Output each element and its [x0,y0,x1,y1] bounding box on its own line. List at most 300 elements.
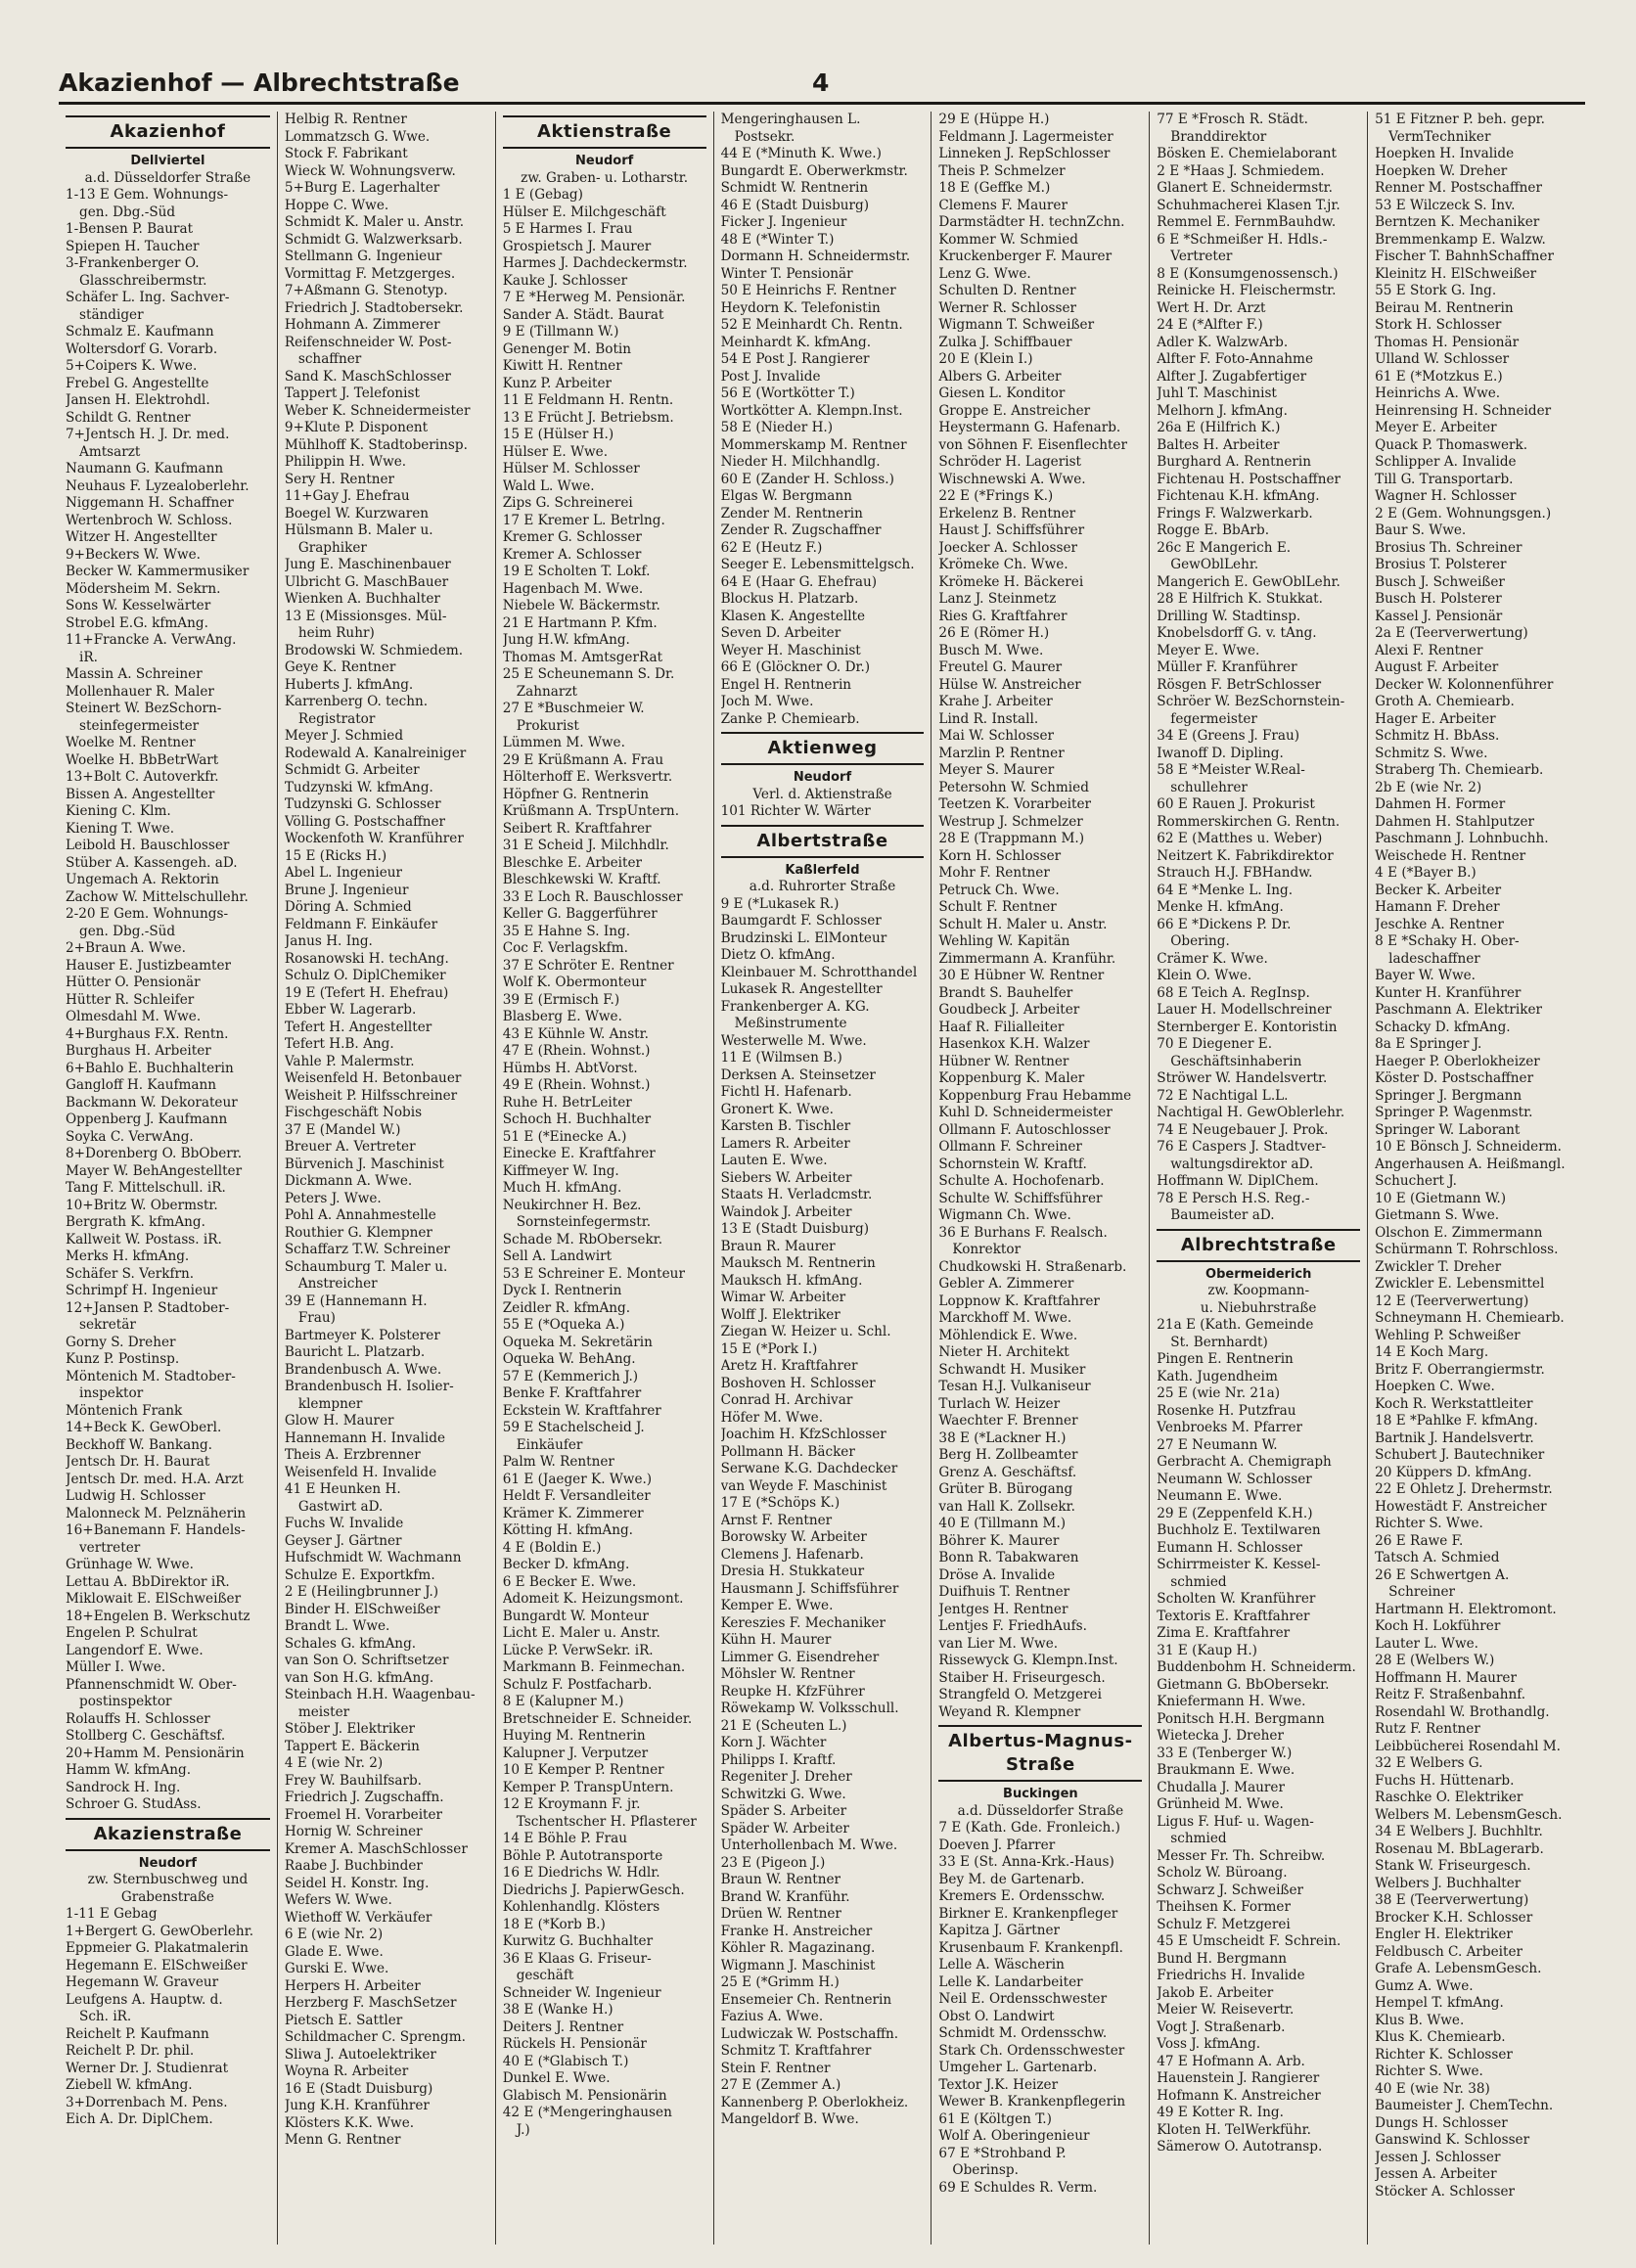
directory-entry: Binder H. ElSchweißer [284,1601,440,1617]
directory-entry: Hoppe C. Wwe. [284,197,389,213]
directory-entry: 25 E Scheunemann S. Dr. [502,666,675,682]
directory-entry: Schürmann T. Rohrschloss. [1375,1242,1559,1257]
directory-entry: 15 E (*Pork I.) [720,1340,818,1357]
directory-entry: Neumann E. Wwe. [1157,1488,1283,1504]
directory-entry: 9+Klute P. Disponent [284,420,429,435]
directory-entry: Haeger P. Oberlokheizer [1375,1053,1540,1069]
directory-entry: Wagner H. Schlosser [1375,488,1517,504]
directory-entry: 19 E Scholten T. Lokf. [502,564,651,579]
directory-entry: Dresia H. Stukkateur [720,1564,865,1579]
entry-continuation: sekretär [79,1317,136,1333]
directory-entry: Möhlendick E. Wwe. [938,1327,1078,1343]
directory-entry: Köster D. Postschaffner [1375,1070,1534,1086]
directory-entry: 7 E (Kath. Gde. Fronleich.) [938,1820,1120,1836]
directory-entry: Schulte W. Schiffsführer [938,1190,1103,1206]
directory-entry: Kapitza J. Gärtner [938,1923,1061,1938]
entry-continuation: GewOblLehr. [1170,557,1259,572]
directory-entry: 11 E Feldmann H. Rentn. [502,392,674,408]
directory-entry: 66 E *Dickens P. Dr. [1157,916,1292,932]
directory-entry: 21a E (Kath. Gemeinde [1157,1317,1314,1333]
directory-entry: 26a E (Hilfrich K.) [1157,420,1281,435]
directory-entry: 9 E (Tillmann W.) [502,324,619,340]
entry-continuation: schmied [1170,1831,1227,1846]
directory-entry: Stüber A. Kassengeh. aD. [66,854,238,871]
directory-entry: Becker D. kfmAng. [502,1557,630,1572]
directory-entry: Boshoven H. Schlosser [720,1375,876,1391]
directory-entry: Teetzen K. Vorarbeiter [938,796,1092,812]
directory-entry: Malonneck M. Pelznäherin [66,1505,247,1521]
directory-entry: Sander A. Städt. Baurat [502,306,664,323]
directory-entry: Groth A. Chemiearb. [1375,694,1515,709]
directory-entry: Möhsler W. Rentner [720,1666,855,1682]
directory-entry: Schmitz T. Kraftfahrer [720,2043,872,2059]
directory-entry: Oppenberg J. Kaufmann [66,1111,228,1127]
directory-entry: Alfter F. Foto-Annahme [1157,351,1313,367]
directory-entry: Mauksch H. kfmAng. [720,1272,863,1289]
directory-entry: Bauricht L. Platzarb. [284,1344,426,1360]
directory-entry: 1-11 E Gebag [66,1906,158,1922]
directory-entry: Philippin H. Wwe. [284,454,407,470]
directory-entry: Reinicke H. Fleischermstr. [1157,283,1337,298]
directory-entry: Schrimpf H. Ingenieur [66,1283,218,1298]
directory-entry: Menn G. Rentner [284,2132,401,2148]
directory-entry: Zender R. Zugschaffner [720,522,882,538]
directory-entry: Fichtl H. Hafenarb. [720,1084,852,1100]
directory-entry: Tappert J. Telefonist [284,386,420,401]
directory-entry: Bretschneider E. Schneider. [502,1710,693,1727]
directory-entry: Bartmeyer K. Polsterer [284,1327,440,1343]
entry-continuation: Vertreter [1170,249,1233,264]
directory-entry: 64 E *Menke L. Ing. [1157,882,1294,898]
directory-entry: Kühn H. Maurer [720,1632,832,1648]
directory-entry: 3+Dorrenbach M. Pens. [66,2094,228,2110]
directory-entry: Hülser E. Milchgeschäft [502,204,666,220]
directory-entry: Braun R. Maurer [720,1238,836,1254]
directory-entry: Hütter R. Schleifer [66,991,195,1008]
directory-entry: 18 E (Geffke M.) [938,180,1051,196]
directory-entry: 69 E Schuldes R. Verm. [938,2179,1098,2196]
directory-entry: Obst O. Landwirt [938,2008,1055,2024]
directory-entry: Fichtenau H. Postschaffner [1157,471,1341,487]
directory-entry: Miklowait E. ElSchweißer [66,1591,242,1607]
entry-continuation: gen. Dbg.-Süd [79,204,176,220]
directory-entry: Winter T. Pensionär [720,265,853,282]
directory-entry: Hütter O. Pensionär [66,975,201,990]
directory-entry: 1-13 E Gem. Wohnungs- [66,187,229,203]
directory-entry: Peters J. Wwe. [284,1190,382,1206]
directory-entry: Scholten W. Kranführer [1157,1591,1316,1607]
directory-entry: 101 Richter W. Wärter [720,803,871,819]
directory-entry: 7+Aßmann G. Stenotyp. [284,283,448,298]
directory-entry: Wigmann J. Maschinist [720,1957,876,1973]
entry-continuation: Registrator [297,710,376,727]
directory-entry: Fischer T. BahnhSchaffner [1375,249,1554,264]
directory-entry: 18 E *Pahlke F. kfmAng. [1375,1413,1538,1429]
directory-entry: Ströwer W. Handelsvertr. [1157,1070,1328,1086]
directory-entry: 60 E Rauen J. Prokurist [1157,796,1315,812]
directory-entry: Klasen K. Angestellte [720,608,866,624]
directory-entry: Frebel G. Angestellte [66,375,209,391]
directory-entry: Springer J. Bergmann [1375,1087,1522,1104]
directory-entry: Klus B. Wwe. [1375,2012,1465,2028]
directory-entry: 47 E (Rhein. Wohnst.) [502,1043,651,1059]
directory-entry: Ollmann F. Autoschlosser [938,1121,1111,1138]
directory-entry: Grünheid M. Wwe. [1157,1796,1284,1812]
directory-entry: 21 E (Scheuten L.) [720,1717,847,1734]
directory-entry: Till G. Transportarb. [1375,471,1514,487]
page-header-title: Akazienhof — Albrechtstraße [59,68,460,97]
directory-entry: Mühlhoff K. Stadtoberinsp. [284,436,468,453]
directory-entry: Gerbracht A. Chemigraph [1157,1454,1332,1470]
directory-entry: 8a E Springer J. [1375,1036,1482,1052]
directory-entry: Höpfner G. Rentnerin [502,786,650,802]
directory-entry: 51 E Fitzner P. beh. gepr. [1375,112,1545,127]
directory-entry: Linneken J. RepSchlosser [938,146,1111,161]
directory-entry: Möntenich M. Stadtober- [66,1368,236,1384]
directory-entry: Schmidt M. Ordensschw. [938,2025,1108,2041]
entry-continuation: klempner [297,1395,363,1412]
directory-entry: Alfter J. Zugabfertiger [1157,368,1307,385]
directory-entry: Brandenbusch A. Wwe. [284,1361,442,1378]
directory-entry: Kloten H. TelWerkführ. [1157,2121,1311,2138]
directory-entry: Welbers M. LebensmGesch. [1375,1806,1563,1823]
directory-entry: Pietsch E. Sattler [284,2012,403,2028]
directory-entry: Kassel J. Pensionär [1375,608,1503,624]
directory-entry: Springer W. Laborant [1375,1121,1521,1138]
directory-entry: Kannenberg P. Oberlokheiz. [720,2094,909,2110]
directory-entry: Raabe J. Buchbinder [284,1858,423,1874]
directory-entry: Waechter F. Brenner [938,1413,1078,1429]
directory-entry: 76 E Caspers J. Stadtver- [1157,1139,1327,1155]
directory-entry: Textor J.K. Heizer [938,2076,1059,2093]
directory-entry: Regeniter J. Dreher [720,1769,852,1785]
directory-entry: Ludwiczak W. Postschaffn. [720,2025,899,2042]
directory-entry: Glow H. Maurer [284,1413,394,1429]
directory-entry: Späder W. Arbeiter [720,1820,849,1837]
directory-entry: Seeger E. Lebensmittelgsch. [720,557,915,572]
directory-entry: Schulz F. Postfacharb. [502,1676,653,1693]
directory-entry: Völling G. Postschaffner [284,813,446,830]
directory-entry: 49 E (Rhein. Wohnst.) [502,1077,651,1093]
directory-entry: Mollenhauer R. Maler [66,683,214,700]
directory-entry: Reichelt P. Kaufmann [66,2025,209,2042]
directory-entry: Baumgardt F. Schlosser [720,913,882,929]
directory-entry: Hornig W. Schreiner [284,1824,423,1839]
directory-entry: Mommerskamp M. Rentner [720,436,907,453]
directory-entry: Pingen E. Rentnerin [1157,1351,1294,1367]
directory-entry: Schulz F. Metzgerei [1157,1916,1291,1932]
directory-entry: Niebele W. Bäckermstr. [502,598,660,613]
directory-entry: 37 E (Mandel W.) [284,1121,401,1138]
directory-entry: Derksen A. Steinsetzer [720,1066,876,1083]
directory-entry: Loppnow K. Kraftfahrer [938,1293,1100,1309]
directory-entry: Remmel E. FernmBauhdw. [1157,214,1337,230]
directory-entry: 6 E *Schmeißer H. Hdls.- [1157,231,1328,248]
directory-entry: Krömeke H. Bäckerei [938,573,1084,590]
directory-entry: 59 E Stachelscheid J. [502,1420,645,1435]
entry-continuation: ständiger [79,306,144,323]
directory-entry: Geyser J. Gärtner [284,1532,402,1549]
entry-continuation: schaffner [297,351,362,367]
directory-entry: Meier W. Reisevertr. [1157,2002,1295,2018]
directory-entry: 43 E Kühnle W. Anstr. [502,1025,649,1042]
directory-entry: Jansen H. Elektrohdl. [66,392,210,408]
directory-entry: Wehling P. Schweißer [1375,1327,1521,1343]
directory-entry: Vormittag F. Metzgerges. [284,265,456,282]
directory-column [713,112,932,2245]
entry-continuation: Meßinstrumente [734,1016,847,1031]
directory-entry: Limmer G. Eisendreher [720,1649,880,1665]
directory-entry: Reitz F. Straßenbahnf. [1375,1687,1526,1702]
district-label: Neudorf [138,1855,198,1871]
directory-entry: 13+Bolt C. Autoverkfr. [66,769,219,785]
directory-entry: Schornstein W. Kraftf. [938,1156,1087,1172]
directory-entry: Dahmen H. Stahlputzer [1375,813,1535,830]
directory-entry: Koppenburg Frau Hebamme [938,1087,1132,1104]
directory-entry: Krömeke Ch. Wwe. [938,557,1068,572]
directory-entry: Wigmann T. Schweißer [938,317,1095,333]
directory-entry: Wolff J. Elektriker [720,1306,841,1323]
directory-entry: Nachtigal H. GewOblerlehr. [1157,1105,1345,1120]
directory-entry: Paschmann J. Lohnbuchh. [1375,831,1549,846]
directory-entry: Birkner E. Krankenpfleger [938,1905,1118,1922]
directory-entry: 16+Banemann F. Handels- [66,1522,246,1538]
directory-column [277,112,495,2245]
directory-entry: Joch M. Wwe. [720,694,814,709]
directory-entry: Voss J. kfmAng. [1157,2036,1261,2052]
directory-entry: Langendorf E. Wwe. [66,1642,204,1658]
directory-entry: Lücke P. VerwSekr. iR. [502,1642,654,1658]
directory-entry: Stöcker A. Schlosser [1375,2183,1515,2200]
directory-entry: 23 E (Pigeon J.) [720,1854,826,1871]
directory-entry: 8 E *Schaky H. Ober- [1375,933,1520,949]
directory-entry: 26c E Mangerich E. [1157,539,1292,556]
directory-entry: 4 E (*Bayer B.) [1375,865,1477,881]
location-note: a.d. Düsseldorfer Straße [957,1802,1124,1819]
directory-entry: Richter K. Schlosser [1375,2046,1513,2063]
directory-entry: Heinrichs A. Wwe. [1375,386,1501,401]
directory-entry: 74 E Neugebauer J. Prok. [1157,1121,1329,1138]
directory-entry: Frankenberger A. KG. [720,998,870,1015]
directory-column [495,112,713,2245]
directory-entry: 61 E (*Motzkus E.) [1375,368,1503,385]
directory-entry: Weisheit P. Hilfsschreiner [284,1087,458,1104]
directory-entry: Mayer W. BehAngestellter [66,1162,243,1179]
directory-entry: Koch H. Lokführer [1375,1618,1501,1634]
directory-entry: Strangfeld O. Metzgerei [938,1687,1102,1702]
directory-entry: Krüßmann A. TrspUntern. [502,803,680,819]
entry-continuation: Amtsarzt [79,443,141,460]
directory-entry: Scholz W. Büroang. [1157,1865,1288,1881]
directory-entry: Dungs H. Schlosser [1375,2114,1508,2131]
location-note: zw. Graben- u. Lotharstr. [521,169,689,186]
directory-entry: 38 E (Wanke H.) [502,2002,614,2018]
directory-entry: Massin A. Schreiner [66,666,203,682]
directory-entry: Stollberg C. Geschäftsf. [66,1728,226,1744]
directory-entry: Dickmann A. Wwe. [284,1173,413,1189]
directory-entry: Thomas M. AmtsgerRat [502,649,663,665]
directory-entry: Tatsch A. Schmied [1375,1550,1500,1565]
directory-entry: Marckhoff M. Wwe. [938,1310,1072,1326]
directory-entry: 2b E (wie Nr. 2) [1375,779,1482,795]
directory-entry: Ebber W. Lagerarb. [284,1002,417,1018]
directory-entry: Wolf A. Oberingenieur [938,2128,1090,2144]
directory-entry: 7+Jentsch H. J. Dr. med. [66,427,230,442]
directory-entry: Busch J. Schweißer [1375,573,1505,590]
directory-entry: Wieck W. Wohnungsverw. [284,162,456,179]
street-heading: Albertstraße [721,825,925,858]
directory-entry: Engelen P. Schulrat [66,1625,198,1641]
entry-continuation: ladeschaffner [1388,950,1480,967]
directory-entry: Duifhuis T. Rentner [938,1584,1070,1600]
entry-continuation: Sornsteinfegermstr. [516,1214,652,1230]
directory-entry: Hofmann K. Anstreicher [1157,2087,1321,2104]
directory-entry: Reichelt P. Dr. phil. [66,2043,195,2059]
directory-entry: Glade E. Wwe. [284,1943,384,1960]
directory-entry: Jung K.H. Kranführer [284,2098,430,2113]
directory-entry: Herzberg F. MaschSetzer [284,1995,457,2011]
directory-entry: Grüter B. Bürogang [938,1481,1073,1497]
directory-entry: Hülser E. Wwe. [502,443,609,460]
directory-entry: Zwickler T. Dreher [1375,1258,1502,1275]
directory-entry: Hempel T. kfmAng. [1375,1995,1504,2011]
directory-entry: Groppe E. Anstreicher [938,402,1091,419]
directory-entry: Böhle P. Autotransporte [502,1847,663,1864]
directory-entry: Hübner W. Rentner [938,1053,1069,1069]
directory-entry: Kiening C. Klm. [66,803,171,819]
directory-entry: 10+Britz W. Obermstr. [66,1197,218,1213]
directory-entry: Hagenbach M. Wwe. [502,580,644,597]
directory-entry: Hager E. Arbeiter [1375,710,1496,727]
directory-entry: Siebers W. Arbeiter [720,1169,852,1186]
directory-entry: Gebler A. Zimmerer [938,1276,1074,1292]
directory-entry: Steinbach H.H. Waagenbau- [284,1687,476,1702]
directory-entry: Weyand R. Klempner [938,1703,1081,1720]
directory-entry: Wigmann Ch. Wwe. [938,1207,1071,1223]
directory-entry: Freutel G. Maurer [938,659,1063,675]
directory-entry: Eich A. Dr. DiplChem. [66,2111,213,2127]
directory-entry: Arnst F. Rentner [720,1512,833,1528]
directory-entry: Kleinbauer M. Schrotthandel [720,964,918,980]
directory-entry: 2 E (Heilingbrunner J.) [284,1584,439,1600]
directory-entry: Blasberg E. Wwe. [502,1009,622,1024]
directory-entry: Kath. Jugendheim [1157,1368,1278,1384]
directory-entry: Schäfer L. Ing. Sachver- [66,290,230,305]
directory-entry: Goudbeck J. Arbeiter [938,1002,1080,1018]
directory-entry: Brosius Th. Schreiner [1375,539,1522,556]
directory-entry: Ungemach A. Rektorin [66,872,219,887]
directory-entry: Schmidt W. Rentnerin [720,180,869,196]
directory-entry: 25 E (wie Nr. 21a) [1157,1385,1281,1401]
directory-entry: Neumann W. Schlosser [1157,1471,1312,1487]
directory-entry: Wertenbroch W. Schloss. [66,512,233,528]
directory-entry: Röwekamp W. Volksschull. [720,1701,899,1716]
directory-entry: 2 E (Gem. Wohnungsgen.) [1375,505,1552,522]
directory-entry: Bleschkewski W. Kraftf. [502,872,661,887]
directory-entry: 17 E Kremer L. Betrlng. [502,512,665,528]
directory-entry: Licht E. Maler u. Anstr. [502,1625,660,1641]
directory-entry: Beckhoff W. Bankang. [66,1436,213,1453]
directory-entry: Pollmann H. Bäcker [720,1443,855,1460]
directory-entry: Clemens F. Maurer [938,197,1068,213]
directory-entry: 27 E (Zemmer A.) [720,2077,841,2093]
entry-continuation: Gastwirt aD. [297,1498,384,1515]
directory-entry: Mauksch M. Rentnerin [720,1255,876,1271]
directory-entry: Hohmann A. Zimmerer [284,317,440,333]
directory-entry: Thomas H. Pensionär [1375,334,1520,350]
directory-entry: Gronert K. Wwe. [720,1101,834,1117]
directory-entry: 19 E (Tefert H. Ehefrau) [284,984,449,1001]
directory-entry: Ziegan W. Heizer u. Schl. [720,1324,891,1339]
directory-entry: Ollmann F. Schreiner [938,1139,1082,1155]
directory-entry: 2-20 E Gem. Wohnungs- [66,906,229,922]
directory-entry: Mai W. Schlosser [938,728,1055,744]
directory-entry: Lelle K. Landarbeiter [938,1973,1083,1990]
directory-entry: Hülse W. Anstreicher [938,676,1081,693]
directory-entry: Diedrichs J. PapierwGesch. [502,1882,685,1898]
directory-entry: Karrenberg O. techn. [284,694,429,709]
entry-continuation: Zahnarzt [516,683,577,700]
directory-entry: Gurski E. Wwe. [284,1961,389,1976]
directory-entry: Kruckenberger F. Maurer [938,249,1113,264]
directory-entry: Feldbusch C. Arbeiter [1375,1943,1523,1960]
directory-entry: 5+Coipers K. Wwe. [66,358,198,374]
directory-entry: Kallweit W. Postass. iR. [66,1231,222,1247]
directory-entry: 7 E *Herweg M. Pensionär. [502,290,686,305]
directory-entry: Stellmann G. Ingenieur [284,249,442,264]
district-label: Kaßlerfeld [785,862,860,878]
directory-entry: 48 E (*Winter T.) [720,231,835,248]
directory-entry: Brandt L. Wwe. [284,1618,390,1634]
directory-entry: Schmitz H. BbAss. [1375,728,1500,744]
directory-entry: Turlach W. Heizer [938,1395,1061,1412]
directory-entry: Stein F. Rentner [720,2060,831,2076]
street-heading: Aktienstraße [503,115,706,149]
directory-entry: Hoepken W. Dreher [1375,162,1508,179]
directory-entry: Dahmen H. Former [1375,796,1506,812]
directory-entry: Schulze E. Exportkfm. [284,1566,435,1583]
directory-entry: Bleschke E. Arbeiter [502,854,643,871]
directory-entry: Heydorn K. Telefonistin [720,299,881,316]
directory-entry: 14 E Böhle P. Frau [502,1831,628,1846]
directory-entry: Sery H. Rentner [284,471,394,487]
directory-entry: Becker W. Kammermusiker [66,564,250,579]
directory-entry: Lamers R. Arbeiter [720,1135,850,1152]
directory-entry: 31 E (Kaup H.) [1157,1642,1257,1658]
directory-entry: van Weyde F. Maschinist [720,1477,887,1494]
directory-entry: Hegemann E. ElSchweißer [66,1957,248,1973]
entry-continuation: postinspektor [79,1694,172,1709]
directory-entry: Lenz G. Wwe. [938,265,1031,282]
directory-entry: Schwitzki G. Wwe. [720,1786,846,1802]
entry-continuation: J.) [516,2121,530,2138]
directory-entry: Huying M. Rentnerin [502,1728,646,1744]
directory-entry: Staats H. Verladcmstr. [720,1187,873,1202]
directory-entry: Chudkowski H. Straßenarb. [938,1258,1127,1275]
page-number: 4 [812,68,830,97]
directory-entry: Wiethoff W. Verkäufer [284,1909,432,1926]
district-label: Buckingen [1003,1787,1078,1801]
entry-continuation: schmied [1170,1573,1227,1590]
directory-entry: 64 E (Haar G. Ehefrau) [720,573,878,590]
directory-entry: 25 E (*Grimm H.) [720,1974,840,1990]
directory-entry: Schäfer S. Verkfrn. [66,1265,195,1282]
directory-entry: 21 E Hartmann P. Kfm. [502,614,658,631]
directory-entry: Meinhardt K. kfmAng. [720,334,872,350]
directory-entry: Sandrock H. Ing. [66,1779,181,1795]
directory-entry: Jessen A. Arbeiter [1375,2166,1497,2182]
directory-entry: Harmes J. Dachdeckermstr. [502,255,688,271]
